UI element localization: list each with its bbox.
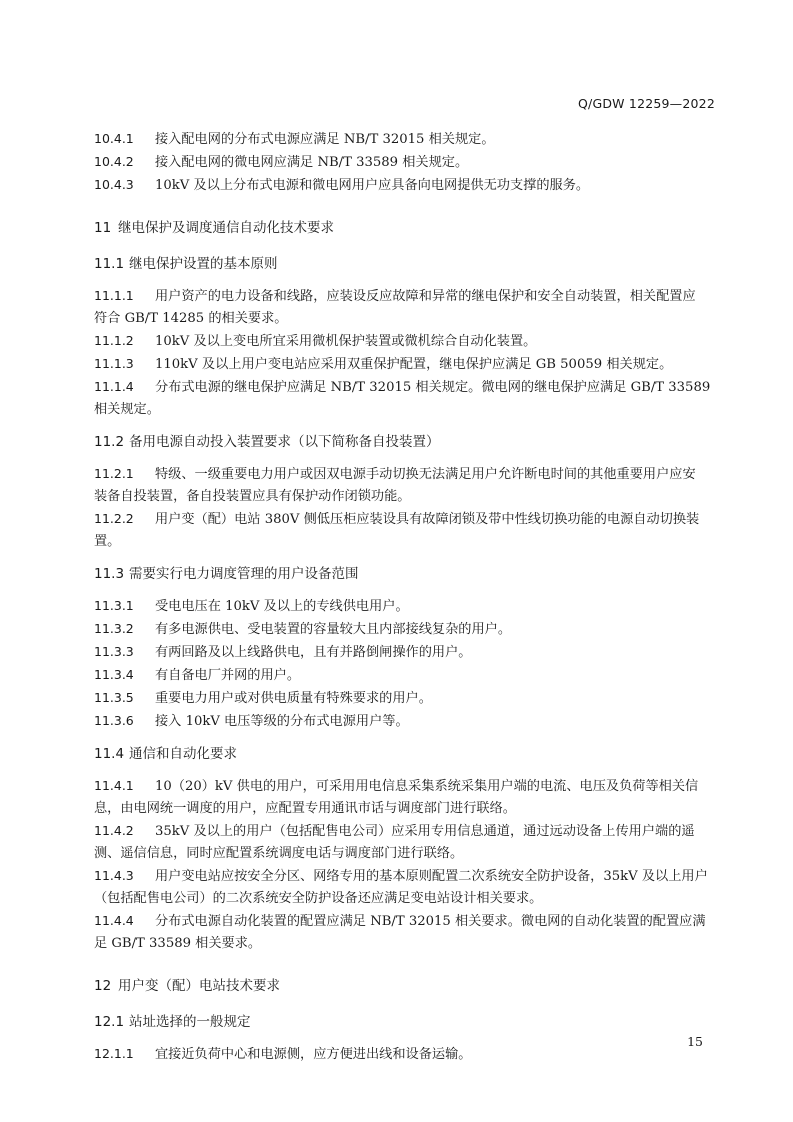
clause-10-4-1 [94, 128, 717, 151]
clause-text: 分布式电源自动化装置的配置应满足 NB/T 32015 相关要求。微电网的自动化装置的配置应满 [155, 914, 706, 929]
clause-continuation: 足 GB/T 33589 相关要求。 [94, 936, 262, 951]
clause-text: 重要电力用户或对供电质量有特殊要求的用户。 [155, 691, 432, 706]
clause-number: 10.4.1 [94, 131, 134, 146]
section-heading-11 [94, 217, 717, 239]
clause-11-4-4 [94, 910, 717, 933]
clause-continuation: 装备自投装置，备自投装置应具有保护动作闭锁功能。 [94, 489, 411, 504]
clause-text: 用户变（配）电站 380V 侧低压柜应装设具有故障闭锁及带中性线切换功能的电源自动切换装 [155, 512, 700, 527]
clause-number: 11.1.1 [94, 288, 134, 303]
clause-number: 11.3.1 [94, 598, 134, 613]
clause-continuation: 置。 [94, 534, 121, 549]
subsection-heading-12-1 [94, 1011, 717, 1033]
subsection-title: 备用电源自动投入装置要求（以下简称备自投装置） [129, 434, 440, 450]
clause-text: 特级、一级重要电力用户或因双电源手动切换无法满足用户允许断电时间的其他重要用户应安 [155, 467, 696, 482]
clause-11-3-3 [94, 641, 717, 664]
clause-11-2-1 [94, 463, 717, 486]
clause-number: 11.1.2 [94, 333, 134, 348]
clause-text: 10（20）kV 供电的用户，可采用用电信息采集系统采集用户端的电流、电压及负荷等相关信 [155, 779, 699, 794]
clause-text: 分布式电源的继电保护应满足 NB/T 32015 相关规定。微电网的继电保护应满足 GB/T 33589 [155, 380, 711, 395]
clause-11-1-4 [94, 376, 717, 399]
clause-text: 用户资产的电力设备和线路，应装设反应故障和异常的继电保护和安全自动装置，相关配置应 [155, 289, 696, 304]
clause-10-4-3 [94, 174, 717, 197]
subsection-title: 站址选择的一般规定 [129, 1014, 251, 1030]
section-title: 用户变（配）电站技术要求 [118, 978, 280, 994]
clause-10-4-2 [94, 151, 717, 174]
clause-number: 11.2.2 [94, 511, 134, 526]
clause-text: 有自备电厂并网的用户。 [155, 668, 301, 683]
clause-11-3-1 [94, 595, 717, 618]
section-number: 11 [94, 220, 112, 236]
page-number: 15 [687, 1034, 703, 1049]
clause-11-4-2 [94, 820, 717, 843]
subsection-title: 需要实行电力调度管理的用户设备范围 [129, 566, 359, 582]
clause-number: 11.4.3 [94, 868, 134, 883]
clause-12-1-1 [94, 1043, 717, 1066]
clause-number: 11.2.1 [94, 466, 134, 481]
clause-text: 10kV 及以上变电所宜采用微机保护装置或微机综合自动化装置。 [155, 334, 537, 349]
clause-continuation: 符合 GB/T 14285 的相关要求。 [94, 311, 288, 326]
clause-number: 10.4.3 [94, 177, 134, 192]
clause-text: 有多电源供电、受电装置的容量较大且内部接线复杂的用户。 [155, 622, 512, 637]
document-body [94, 128, 717, 1066]
section-number: 12 [94, 978, 112, 994]
clause-number: 11.3.5 [94, 690, 134, 705]
clause-11-3-2 [94, 618, 717, 641]
clause-number: 12.1.1 [94, 1046, 134, 1061]
clause-continuation: 息，由电网统一调度的用户，应配置专用通讯市话与调度部门进行联络。 [94, 801, 516, 816]
clause-number: 11.4.1 [94, 778, 134, 793]
clause-number: 11.3.6 [94, 713, 134, 728]
subsection-title: 继电保护设置的基本原则 [129, 256, 278, 272]
clause-number: 10.4.2 [94, 154, 134, 169]
clause-11-4-1 [94, 775, 717, 798]
clause-text: 110kV 及以上用户变电站应采用双重保护配置，继电保护应满足 GB 50059 相关规定。 [155, 357, 673, 372]
clause-text: 35kV 及以上的用户（包括配售电公司）应采用专用信息通道，通过远动设备上传用户端的遥 [155, 824, 695, 839]
clause-11-3-4 [94, 664, 717, 687]
subsection-heading-11-2 [94, 431, 717, 453]
clause-text: 接入 10kV 电压等级的分布式电源用户等。 [155, 714, 409, 729]
clause-text: 接入配电网的分布式电源应满足 NB/T 32015 相关规定。 [155, 132, 495, 147]
clause-number: 11.3.4 [94, 667, 134, 682]
clause-text: 宜接近负荷中心和电源侧，应方便进出线和设备运输。 [155, 1047, 472, 1062]
subsection-heading-11-3 [94, 563, 717, 585]
standard-code: Q/GDW 12259—2022 [578, 96, 715, 111]
clause-11-1-3 [94, 353, 717, 376]
clause-text: 10kV 及以上分布式电源和微电网用户应具备向电网提供无功支撑的服务。 [155, 178, 590, 193]
clause-11-4-3 [94, 865, 717, 888]
clause-text: 有两回路及以上线路供电，且有并路倒闸操作的用户。 [155, 645, 472, 660]
clause-continuation: 相关规定。 [94, 402, 160, 417]
section-heading-12 [94, 975, 717, 997]
subsection-number: 11.1 [94, 256, 125, 272]
subsection-title: 通信和自动化要求 [129, 746, 237, 762]
clause-continuation: 测、遥信信息，同时应配置系统调度电话与调度部门进行联络。 [94, 846, 464, 861]
clause-text: 受电电压在 10kV 及以上的专线供电用户。 [155, 599, 409, 614]
clause-number: 11.4.2 [94, 823, 134, 838]
clause-11-3-6 [94, 710, 717, 733]
clause-11-1-2 [94, 330, 717, 353]
clause-number: 11.1.3 [94, 356, 134, 371]
clause-text: 用户变电站应按安全分区、网络专用的基本原则配置二次系统安全防护设备，35kV 及以上用户 [155, 869, 708, 884]
clause-11-3-5 [94, 687, 717, 710]
subsection-number: 12.1 [94, 1014, 125, 1030]
clause-continuation: （包括配售电公司）的二次系统安全防护设备还应满足变电站设计相关要求。 [94, 891, 543, 906]
clause-number: 11.4.4 [94, 913, 134, 928]
clause-number: 11.3.3 [94, 644, 134, 659]
subsection-number: 11.2 [94, 434, 125, 450]
subsection-heading-11-4 [94, 743, 717, 765]
clause-11-2-2 [94, 508, 717, 531]
subsection-heading-11-1 [94, 253, 717, 275]
subsection-number: 11.3 [94, 566, 125, 582]
clause-number: 11.3.2 [94, 621, 134, 636]
clause-number: 11.1.4 [94, 379, 134, 394]
subsection-number: 11.4 [94, 746, 125, 762]
clause-11-1-1 [94, 285, 717, 308]
clause-text: 接入配电网的微电网应满足 NB/T 33589 相关规定。 [155, 155, 469, 170]
section-title: 继电保护及调度通信自动化技术要求 [118, 220, 334, 236]
